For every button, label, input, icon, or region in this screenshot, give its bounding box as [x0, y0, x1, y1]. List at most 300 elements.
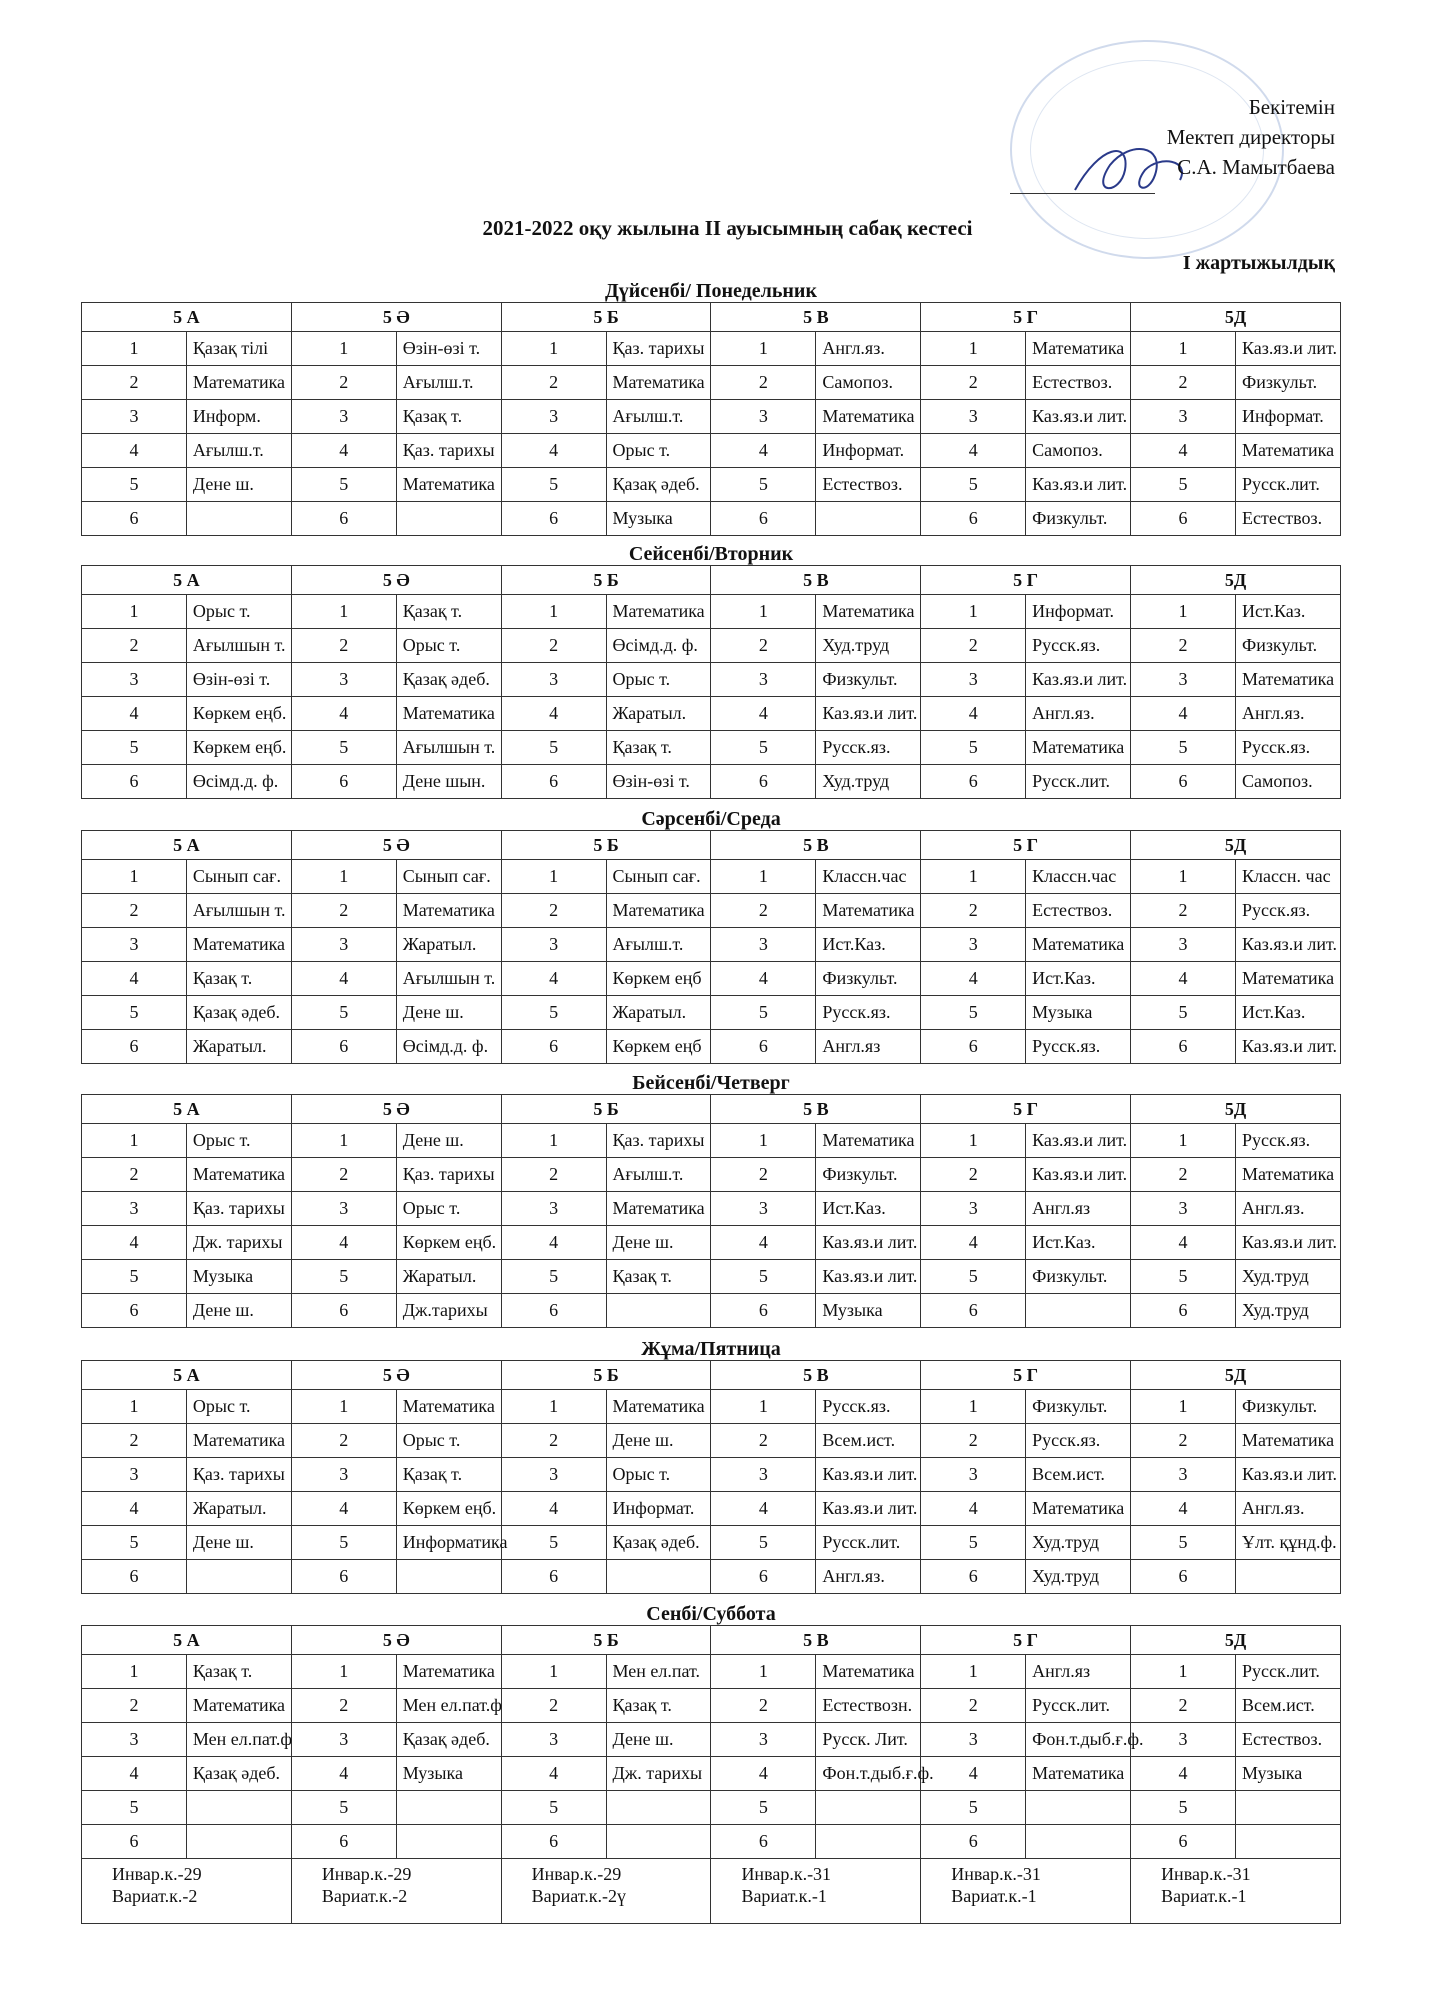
- lesson-number: 4: [501, 1757, 606, 1791]
- lesson-number: 2: [921, 629, 1026, 663]
- lesson-number: 6: [501, 1560, 606, 1594]
- lesson-number: 2: [82, 1158, 187, 1192]
- lesson-number: 2: [1131, 1424, 1236, 1458]
- subject-cell: Каз.яз.и лит.: [1026, 1124, 1131, 1158]
- lesson-number: 6: [501, 1825, 606, 1859]
- lesson-row: [82, 731, 1341, 765]
- subject-cell: Ағылш.т.: [606, 928, 711, 962]
- subject-cell: Физкульт.: [1026, 1260, 1131, 1294]
- signature-line: [1010, 193, 1155, 194]
- lesson-number: 6: [711, 1560, 816, 1594]
- lesson-number: 5: [711, 996, 816, 1030]
- subject-cell: Классн. час: [1235, 860, 1340, 894]
- lesson-number: 6: [291, 1294, 396, 1328]
- subject-cell: [186, 1791, 291, 1825]
- schedule-table: [81, 1625, 1341, 1924]
- lesson-number: 4: [921, 697, 1026, 731]
- subject-cell: Англ.яз: [816, 1030, 921, 1064]
- subject-cell: Сынып сағ.: [186, 860, 291, 894]
- subject-cell: Орыс т.: [186, 1124, 291, 1158]
- lesson-number: 2: [711, 1158, 816, 1192]
- subject-cell: Математика: [606, 1192, 711, 1226]
- subject-cell: [816, 1825, 921, 1859]
- lesson-number: 4: [291, 1492, 396, 1526]
- lesson-number: 5: [82, 1526, 187, 1560]
- lesson-number: 5: [291, 996, 396, 1030]
- subject-cell: Физкульт.: [816, 663, 921, 697]
- class-header: 5 Г: [921, 1095, 1131, 1124]
- lesson-number: 2: [291, 894, 396, 928]
- subject-cell: [606, 1791, 711, 1825]
- subject-cell: Ағылш.т.: [606, 1158, 711, 1192]
- lesson-number: 6: [82, 765, 187, 799]
- subject-cell: Қазақ әдеб.: [396, 663, 501, 697]
- lesson-row: [82, 1390, 1341, 1424]
- hours-summary-line: Инвар.к.-29: [112, 1864, 202, 1884]
- subject-cell: Ист.Каз.: [1235, 595, 1340, 629]
- lesson-number: 6: [82, 1294, 187, 1328]
- lesson-number: 6: [711, 1294, 816, 1328]
- class-header: 5Д: [1131, 303, 1341, 332]
- lesson-number: 4: [82, 962, 187, 996]
- lesson-number: 1: [291, 595, 396, 629]
- lesson-number: 4: [291, 962, 396, 996]
- lesson-number: 3: [921, 928, 1026, 962]
- lesson-number: 2: [291, 366, 396, 400]
- subject-cell: Англ.яз.: [1235, 697, 1340, 731]
- lesson-number: 5: [82, 731, 187, 765]
- lesson-number: 6: [82, 1560, 187, 1594]
- class-header: 5Д: [1131, 831, 1341, 860]
- subject-cell: Музыка: [1026, 996, 1131, 1030]
- subject-cell: [816, 502, 921, 536]
- lesson-number: 3: [711, 1723, 816, 1757]
- subject-cell: [396, 1825, 501, 1859]
- class-header: 5 Г: [921, 566, 1131, 595]
- subject-cell: Қазақ әдеб.: [396, 1723, 501, 1757]
- lesson-number: 6: [1131, 1030, 1236, 1064]
- lesson-row: [82, 1124, 1341, 1158]
- lesson-number: 5: [1131, 1526, 1236, 1560]
- subject-cell: Всем.ист.: [1026, 1458, 1131, 1492]
- subject-cell: Көркем еңб.: [396, 1492, 501, 1526]
- lesson-number: 2: [501, 894, 606, 928]
- subject-cell: Естествоз.: [816, 468, 921, 502]
- subject-cell: [186, 502, 291, 536]
- subject-cell: Математика: [816, 894, 921, 928]
- semester-label: I жартыжылдық: [1182, 252, 1335, 274]
- lesson-number: 3: [82, 1723, 187, 1757]
- lesson-number: 5: [82, 996, 187, 1030]
- lesson-number: 3: [921, 400, 1026, 434]
- lesson-number: 4: [921, 962, 1026, 996]
- subject-cell: Англ.яз.: [1235, 1192, 1340, 1226]
- lesson-number: 5: [711, 468, 816, 502]
- lesson-number: 5: [291, 731, 396, 765]
- schedule-table: [81, 1094, 1341, 1328]
- day-section: [81, 1603, 1341, 1924]
- lesson-number: 2: [501, 366, 606, 400]
- lesson-number: 6: [711, 502, 816, 536]
- lesson-number: 4: [1131, 962, 1236, 996]
- lesson-number: 1: [82, 1390, 187, 1424]
- lesson-row: [82, 860, 1341, 894]
- subject-cell: Самопоз.: [816, 366, 921, 400]
- lesson-number: 1: [711, 1124, 816, 1158]
- subject-cell: Сынып сағ.: [396, 860, 501, 894]
- lesson-number: 1: [82, 1124, 187, 1158]
- subject-cell: Русск.лит.: [1235, 468, 1340, 502]
- subject-cell: Мен ел.пат.ф: [186, 1723, 291, 1757]
- lesson-number: 2: [291, 629, 396, 663]
- subject-cell: Каз.яз.и лит.: [1235, 1226, 1340, 1260]
- lesson-number: 2: [1131, 629, 1236, 663]
- lesson-number: 1: [291, 860, 396, 894]
- lesson-number: 3: [1131, 1192, 1236, 1226]
- subject-cell: Қаз. тарихы: [396, 434, 501, 468]
- class-header: 5 Ә: [291, 1095, 501, 1124]
- subject-cell: Қазақ т.: [396, 1458, 501, 1492]
- lesson-number: 6: [711, 765, 816, 799]
- lesson-number: 2: [82, 1424, 187, 1458]
- subject-cell: Музыка: [816, 1294, 921, 1328]
- subject-cell: Көркем еңб.: [396, 1226, 501, 1260]
- subject-cell: Ист.Каз.: [816, 928, 921, 962]
- lesson-number: 5: [921, 468, 1026, 502]
- class-header: 5Д: [1131, 1095, 1341, 1124]
- lesson-number: 4: [291, 697, 396, 731]
- lesson-number: 4: [82, 697, 187, 731]
- subject-cell: Қазақ т.: [396, 400, 501, 434]
- lesson-number: 3: [1131, 1723, 1236, 1757]
- subject-cell: Қазақ т.: [606, 731, 711, 765]
- subject-cell: Орыс т.: [396, 629, 501, 663]
- lesson-row: [82, 1560, 1341, 1594]
- subject-cell: Қаз. тарихы: [186, 1192, 291, 1226]
- subject-cell: Математика: [816, 1124, 921, 1158]
- class-header: 5 В: [711, 1095, 921, 1124]
- subject-cell: Математика: [816, 400, 921, 434]
- subject-cell: Математика: [186, 1158, 291, 1192]
- lesson-number: 4: [82, 1757, 187, 1791]
- subject-cell: Көркем еңб.: [186, 731, 291, 765]
- subject-cell: Русск.яз.: [816, 1390, 921, 1424]
- subject-cell: Худ.труд: [816, 765, 921, 799]
- lesson-number: 3: [711, 1458, 816, 1492]
- schedule-table: [81, 565, 1341, 799]
- subject-cell: Қазақ тілі: [186, 332, 291, 366]
- hours-summary-line: Вариат.к.-2ү: [531, 1886, 627, 1906]
- subject-cell: Көркем еңб.: [186, 697, 291, 731]
- subject-cell: Всем.ист.: [816, 1424, 921, 1458]
- lesson-number: 5: [501, 468, 606, 502]
- lesson-row: [82, 400, 1341, 434]
- subject-cell: Ист.Каз.: [816, 1192, 921, 1226]
- lesson-number: 1: [501, 1655, 606, 1689]
- subject-cell: Математика: [1235, 962, 1340, 996]
- class-header: 5 В: [711, 1626, 921, 1655]
- subject-cell: Орыс т.: [606, 663, 711, 697]
- lesson-number: 3: [501, 663, 606, 697]
- lesson-number: 6: [501, 1294, 606, 1328]
- subject-cell: Математика: [606, 1390, 711, 1424]
- lesson-row: [82, 1294, 1341, 1328]
- subject-cell: Математика: [606, 894, 711, 928]
- lesson-number: 1: [711, 1390, 816, 1424]
- subject-cell: Сынып сағ.: [606, 860, 711, 894]
- hours-summary: [711, 1859, 921, 1924]
- subject-cell: Дж.тарихы: [396, 1294, 501, 1328]
- header-row: [82, 1361, 1341, 1390]
- lesson-number: 5: [1131, 1260, 1236, 1294]
- subject-cell: Дене ш.: [186, 1526, 291, 1560]
- subject-cell: Физкульт.: [816, 1158, 921, 1192]
- hours-summary-line: Инвар.к.-31: [1161, 1864, 1251, 1884]
- lesson-number: 1: [921, 595, 1026, 629]
- hours-summary: [1131, 1859, 1341, 1924]
- lesson-number: 3: [711, 400, 816, 434]
- lesson-number: 6: [1131, 1560, 1236, 1594]
- lesson-number: 5: [921, 731, 1026, 765]
- subject-cell: Каз.яз.и лит.: [1235, 928, 1340, 962]
- lesson-number: 4: [1131, 697, 1236, 731]
- lesson-number: 1: [921, 332, 1026, 366]
- hours-summary: [82, 1859, 292, 1924]
- subject-cell: Дене ш.: [186, 1294, 291, 1328]
- subject-cell: Информат.: [1026, 595, 1131, 629]
- subject-cell: [186, 1560, 291, 1594]
- lesson-number: 6: [1131, 502, 1236, 536]
- lesson-number: 3: [711, 928, 816, 962]
- subject-cell: Русск.яз.: [1235, 731, 1340, 765]
- subject-cell: Дене ш.: [396, 996, 501, 1030]
- subject-cell: Қазақ әдеб.: [606, 468, 711, 502]
- subject-cell: Русск.яз.: [1235, 894, 1340, 928]
- lesson-row: [82, 1492, 1341, 1526]
- subject-cell: Каз.яз.и лит.: [816, 1260, 921, 1294]
- subject-cell: Англ.яз.: [1026, 697, 1131, 731]
- lesson-row: [82, 1458, 1341, 1492]
- lesson-number: 2: [921, 1158, 1026, 1192]
- lesson-number: 5: [501, 731, 606, 765]
- subject-cell: Классн.час: [1026, 860, 1131, 894]
- subject-cell: Самопоз.: [1026, 434, 1131, 468]
- header-row: [82, 566, 1341, 595]
- subject-cell: Қазақ әдеб.: [606, 1526, 711, 1560]
- class-header: 5 А: [82, 303, 292, 332]
- subject-cell: Каз.яз.и лит.: [1235, 1030, 1340, 1064]
- approval-line-3: С.А. Мамытбаева: [1177, 155, 1335, 179]
- lesson-number: 2: [291, 1689, 396, 1723]
- lesson-number: 4: [711, 1226, 816, 1260]
- lesson-number: 6: [82, 1825, 187, 1859]
- hours-summary-line: Вариат.к.-1: [1161, 1886, 1247, 1906]
- lesson-number: 6: [711, 1030, 816, 1064]
- class-header: 5 Б: [501, 303, 711, 332]
- lesson-number: 1: [82, 332, 187, 366]
- subject-cell: Көркем еңб: [606, 1030, 711, 1064]
- header-row: [82, 1626, 1341, 1655]
- subject-cell: Естествоз.: [1026, 366, 1131, 400]
- lesson-number: 3: [501, 1192, 606, 1226]
- subject-cell: Қазақ т.: [186, 962, 291, 996]
- lesson-number: 1: [711, 595, 816, 629]
- subject-cell: Жаратыл.: [186, 1492, 291, 1526]
- subject-cell: Каз.яз.и лит.: [1026, 400, 1131, 434]
- subject-cell: Каз.яз.и лит.: [816, 1492, 921, 1526]
- lesson-number: 1: [711, 860, 816, 894]
- subject-cell: Математика: [186, 928, 291, 962]
- class-header: 5 Ә: [291, 831, 501, 860]
- lesson-number: 6: [921, 1294, 1026, 1328]
- lesson-number: 2: [82, 1689, 187, 1723]
- class-header: 5 А: [82, 831, 292, 860]
- lesson-number: 1: [1131, 595, 1236, 629]
- lesson-number: 2: [1131, 894, 1236, 928]
- approval-block: [1167, 92, 1335, 182]
- lesson-number: 5: [921, 996, 1026, 1030]
- class-header: 5 Г: [921, 1626, 1131, 1655]
- lesson-row: [82, 366, 1341, 400]
- lesson-number: 1: [82, 860, 187, 894]
- subject-cell: Өзін-өзі т.: [186, 663, 291, 697]
- lesson-number: 3: [291, 928, 396, 962]
- subject-cell: Математика: [1026, 1492, 1131, 1526]
- lesson-number: 1: [1131, 1655, 1236, 1689]
- lesson-number: 3: [711, 1192, 816, 1226]
- lesson-row: [82, 663, 1341, 697]
- lesson-number: 2: [501, 1424, 606, 1458]
- lesson-number: 6: [501, 765, 606, 799]
- header-row: [82, 1095, 1341, 1124]
- lesson-number: 1: [501, 1390, 606, 1424]
- lesson-number: 1: [1131, 1124, 1236, 1158]
- subject-cell: Ағылш.т.: [396, 366, 501, 400]
- lesson-number: 6: [1131, 1825, 1236, 1859]
- lesson-row: [82, 996, 1341, 1030]
- lesson-number: 5: [501, 996, 606, 1030]
- subject-cell: Математика: [606, 595, 711, 629]
- lesson-number: 2: [921, 894, 1026, 928]
- subject-cell: [396, 1560, 501, 1594]
- lesson-number: 5: [82, 1791, 187, 1825]
- class-header: 5Д: [1131, 1626, 1341, 1655]
- subject-cell: Қазақ т.: [606, 1260, 711, 1294]
- subject-cell: Орыс т.: [186, 1390, 291, 1424]
- subject-cell: Худ.труд: [1235, 1260, 1340, 1294]
- subject-cell: Дене ш.: [606, 1424, 711, 1458]
- hours-summary-row: [82, 1859, 1341, 1924]
- class-header: 5 Г: [921, 1361, 1131, 1390]
- subject-cell: [1026, 1294, 1131, 1328]
- subject-cell: Естествоз.: [1026, 894, 1131, 928]
- day-section: [81, 280, 1341, 536]
- subject-cell: Каз.яз.и лит.: [1235, 332, 1340, 366]
- class-header: 5 Г: [921, 303, 1131, 332]
- lesson-number: 5: [921, 1791, 1026, 1825]
- hours-summary-line: Инвар.к.-31: [741, 1864, 832, 1884]
- lesson-number: 1: [82, 595, 187, 629]
- subject-cell: Математика: [816, 1655, 921, 1689]
- class-header: 5 Б: [501, 1095, 711, 1124]
- lesson-number: 4: [711, 697, 816, 731]
- day-section: [81, 1338, 1341, 1594]
- class-header: 5 Г: [921, 831, 1131, 860]
- subject-cell: Фон.т.дыб.ғ.ф.: [816, 1757, 921, 1791]
- subject-cell: Қаз. тарихы: [186, 1458, 291, 1492]
- lesson-number: 4: [1131, 1757, 1236, 1791]
- lesson-number: 1: [921, 860, 1026, 894]
- class-header: 5 В: [711, 1361, 921, 1390]
- lesson-number: 3: [501, 1458, 606, 1492]
- subject-cell: Математика: [396, 1655, 501, 1689]
- lesson-number: 6: [921, 1560, 1026, 1594]
- lesson-number: 1: [1131, 1390, 1236, 1424]
- subject-cell: Худ.труд: [1235, 1294, 1340, 1328]
- subject-cell: Ист.Каз.: [1235, 996, 1340, 1030]
- subject-cell: [1235, 1560, 1340, 1594]
- lesson-number: 3: [291, 1723, 396, 1757]
- lesson-number: 2: [82, 366, 187, 400]
- lesson-number: 3: [921, 663, 1026, 697]
- lesson-number: 6: [921, 1825, 1026, 1859]
- subject-cell: Естествоз.: [1235, 502, 1340, 536]
- lesson-number: 3: [82, 1458, 187, 1492]
- day-section: [81, 808, 1341, 1064]
- lesson-number: 5: [711, 1526, 816, 1560]
- lesson-number: 3: [921, 1458, 1026, 1492]
- subject-cell: Математика: [1026, 731, 1131, 765]
- lesson-number: 6: [291, 1560, 396, 1594]
- lesson-number: 6: [921, 1030, 1026, 1064]
- lesson-number: 1: [921, 1390, 1026, 1424]
- subject-cell: Қазақ т.: [186, 1655, 291, 1689]
- lesson-number: 4: [711, 434, 816, 468]
- lesson-number: 4: [921, 1226, 1026, 1260]
- lesson-number: 3: [711, 663, 816, 697]
- lesson-number: 1: [291, 332, 396, 366]
- lesson-number: 3: [291, 1458, 396, 1492]
- lesson-number: 6: [921, 502, 1026, 536]
- lesson-number: 1: [1131, 860, 1236, 894]
- class-header: 5 Б: [501, 1626, 711, 1655]
- lesson-number: 3: [82, 663, 187, 697]
- subject-cell: Худ.труд: [1026, 1526, 1131, 1560]
- lesson-row: [82, 1260, 1341, 1294]
- header-row: [82, 831, 1341, 860]
- subject-cell: Физкульт.: [1026, 1390, 1131, 1424]
- subject-cell: Русск.яз.: [816, 996, 921, 1030]
- schedule-title: 2021-2022 оқу жылына II ауысымның сабақ кестесі: [482, 216, 973, 240]
- lesson-number: 3: [921, 1723, 1026, 1757]
- subject-cell: [816, 1791, 921, 1825]
- class-header: 5 А: [82, 1095, 292, 1124]
- subject-cell: [606, 1560, 711, 1594]
- lesson-row: [82, 502, 1341, 536]
- lesson-number: 6: [711, 1825, 816, 1859]
- class-header: 5 А: [82, 1626, 292, 1655]
- subject-cell: Дене ш.: [396, 1124, 501, 1158]
- lesson-number: 3: [291, 400, 396, 434]
- class-header: 5 В: [711, 566, 921, 595]
- lesson-number: 1: [501, 595, 606, 629]
- lesson-row: [82, 928, 1341, 962]
- lesson-number: 3: [921, 1192, 1026, 1226]
- lesson-number: 3: [82, 928, 187, 962]
- lesson-number: 3: [1131, 663, 1236, 697]
- day-title: Дүйсенбі/ Понедельник: [605, 280, 817, 302]
- lesson-number: 6: [921, 765, 1026, 799]
